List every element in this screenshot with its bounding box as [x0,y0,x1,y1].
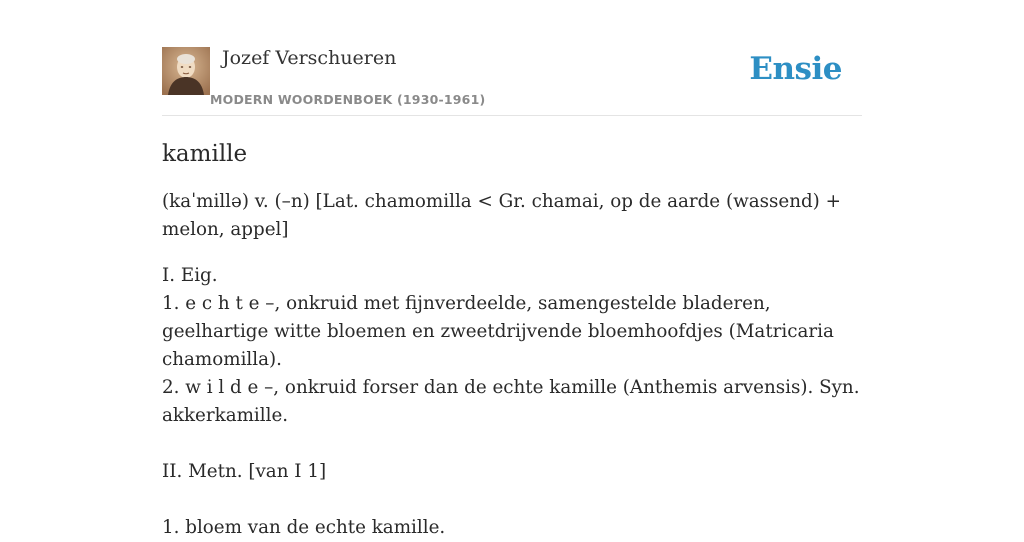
entry-line-blank [162,486,862,514]
entry-etymology: (kaˈmillə) v. (–n) [Lat. chamomilla < Gr. chamai, op de aarde (wassend) + melon, appel] [162,191,841,240]
entry-line: I. Eig. [162,265,218,286]
entry-headword: kamille [162,141,248,167]
source-title[interactable]: MODERN WOORDENBOEK (1930-1961) [210,92,486,107]
author-avatar[interactable] [162,47,210,95]
entry-line: II. Metn. [van I 1] [162,461,327,482]
entry-line-blank [162,430,862,458]
dictionary-entry [162,136,866,542]
entry-line: 2. w i l d e –, onkruid forser dan de echte kamille (Anthemis arvensis). Syn. akkerkamille. [162,377,866,426]
brand-logo[interactable]: Ensie [749,51,842,87]
author-name[interactable]: Jozef Verschueren [222,47,397,69]
entry-line: 1. bloem van de echte kamille. [162,517,446,538]
entry-body [162,262,866,542]
author-portrait-icon [162,47,210,95]
header [162,45,862,116]
entry-line: 1. e c h t e –, onkruid met fijnverdeelde, samengestelde bladeren, geelhartige witte bloemen en zweetdrijvende bloemhoofdjes (Matricaria chamomilla). [162,293,840,370]
